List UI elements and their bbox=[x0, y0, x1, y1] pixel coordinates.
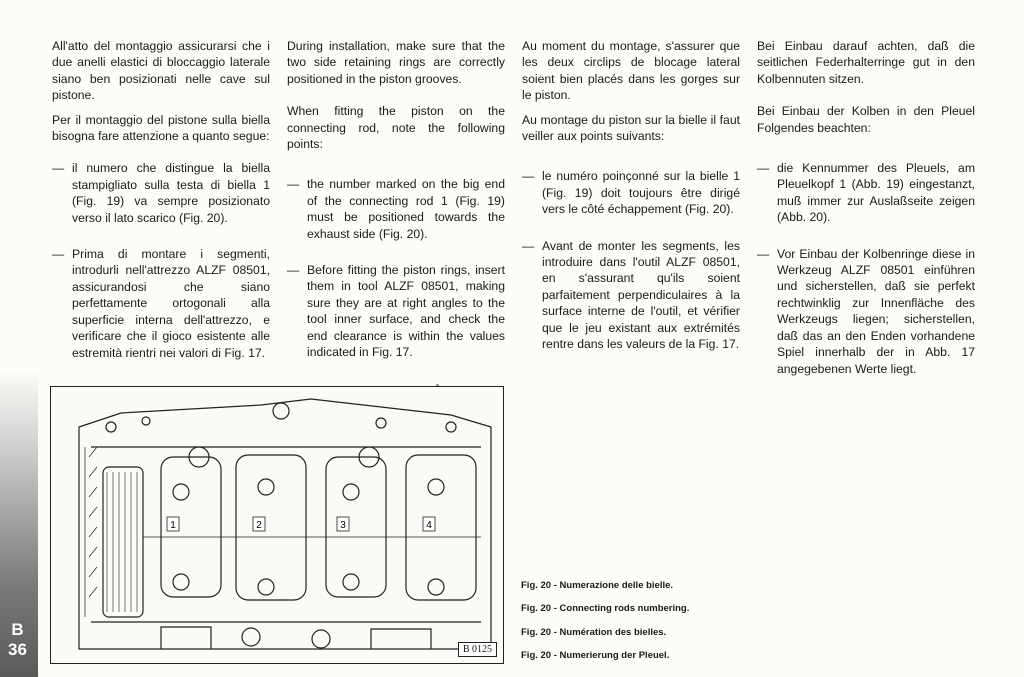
caption-french: Fig. 20 - Numération des bielles. bbox=[521, 626, 667, 638]
intro-paragraph: Au moment du montage, s'assurer que les deux circlips de blocage lateral soient bien placés dans les gorges sur le piston. bbox=[522, 39, 740, 103]
list-item bbox=[287, 262, 505, 360]
column-english bbox=[287, 38, 505, 373]
dash-marker: — bbox=[522, 169, 535, 184]
rod-number-label: 1 bbox=[170, 520, 176, 531]
dash-marker: — bbox=[52, 247, 65, 262]
list-item-text: the number marked on the big end of the connecting rod 1 (Fig. 19) must be positioned towards the exhaust side (Fig. 20). bbox=[307, 177, 505, 241]
page-number: 36 bbox=[8, 640, 27, 659]
caption-english: Fig. 20 - Connecting rods numbering. bbox=[521, 603, 690, 615]
column-german bbox=[757, 38, 975, 389]
page-tab bbox=[8, 620, 27, 660]
caption-german: Fig. 20 - Numerierung der Pleuel. bbox=[521, 649, 670, 661]
dash-marker: — bbox=[522, 238, 535, 253]
intro-paragraph: All'atto del montaggio assicurarsi che i due anelli elastici di bloccaggio laterale siano ben posizionati nelle cave sul pistone. bbox=[52, 39, 270, 103]
list-item-text: Vor Einbau der Kolbenringe diese in Werkzeug ALZF 08501 einführen und sicherstellen, daß sie perfekt rechtwinklig zur Innenfläche des Werkzeugs liegen; sicherstellen, daß das an den Enden vorhandene Spiel innerhalb der in Abb. 17 angegebenen Werte liegt. bbox=[777, 246, 975, 376]
list-item bbox=[757, 246, 975, 377]
list-item-text: le numéro poinçonné sur la bielle 1 (Fig. 19) doit toujours être dirigé vers le côté échappement (Fig. 20). bbox=[542, 169, 740, 217]
dash-marker: — bbox=[287, 263, 300, 278]
column-french bbox=[522, 38, 740, 365]
list-item bbox=[522, 238, 740, 353]
list-item-text: Before fitting the piston rings, insert them in tool ALZF 08501, making sure they are at right angles to the tool inner surface, and check the end clearance is within the values indicated in Fig. 17. bbox=[307, 263, 505, 360]
intro-paragraph: Bei Einbau der Kolben in den Pleuel Folgendes beachten: bbox=[757, 104, 975, 135]
rod-number-label: 2 bbox=[256, 520, 262, 531]
list-item bbox=[522, 168, 740, 217]
list-item-text: il numero che distingue la biella stampigliato sulla testa di biella 1 (Fig. 19) va sempre posizionato verso il lato scarico (Fig. 20). bbox=[72, 161, 270, 225]
list-item-text: Avant de monter les segments, les introduire dans l'outil ALZF 08501, en s'assurant qu'ils soient parfaitement perpendiculaires à la surface interne de l'outil, et vérifier que le jeu existant aux extrémités rentre dans les valeurs de la Fig. 17. bbox=[542, 238, 740, 352]
intro-paragraph: Au montage du piston sur la bielle il faut veiller aux points suivants: bbox=[522, 112, 740, 144]
figure-captions bbox=[521, 580, 689, 673]
list-item-text: die Kennummer des Pleuels, am Pleuelkopf 1 (Abb. 19) eingestanzt, muß immer zur Auslaßseite zeigen (Abb. 20). bbox=[777, 161, 975, 225]
intro-paragraph: Per il montaggio del pistone sulla biella bisogna fare attenzione a quanto segue: bbox=[52, 112, 270, 144]
rod-number-label: 4 bbox=[426, 520, 432, 531]
list-item bbox=[52, 246, 270, 361]
crankshaft-illustration bbox=[51, 387, 503, 663]
list-item-text: Prima di montare i segmenti, introdurli nell'attrezzo ALZF 08501, assicurandosi che siano perfettamente ortogonali alla superficie interna dell'attrezzo, e verificare che il gioco esistente alle estremità rientri nei valori di Fig. 17. bbox=[72, 247, 270, 360]
list-item bbox=[757, 160, 975, 226]
figure-code: B 0125 bbox=[458, 642, 497, 657]
rod-number-label: 3 bbox=[340, 520, 346, 531]
intro-paragraph: During installation, make sure that the two side retaining rings are correctly positioned in the piston grooves. bbox=[287, 39, 505, 86]
intro-paragraph: When fitting the piston on the connecting rod, note the following points: bbox=[287, 104, 505, 152]
list-item bbox=[52, 160, 270, 226]
figure-crankshaft-drawing bbox=[50, 386, 504, 664]
intro-paragraph: Bei Einbau darauf achten, daß die seitlichen Federhalterringe gut in den Kolbennuten sitzen. bbox=[757, 39, 975, 86]
section-letter: B bbox=[11, 620, 24, 639]
dash-marker: — bbox=[757, 246, 770, 261]
list-item bbox=[287, 176, 505, 242]
dash-marker: — bbox=[52, 161, 65, 176]
caption-italian: Fig. 20 - Numerazione delle bielle. bbox=[521, 580, 674, 591]
dash-marker: — bbox=[287, 177, 300, 192]
dash-marker: — bbox=[757, 161, 770, 176]
column-italian bbox=[52, 38, 270, 373]
